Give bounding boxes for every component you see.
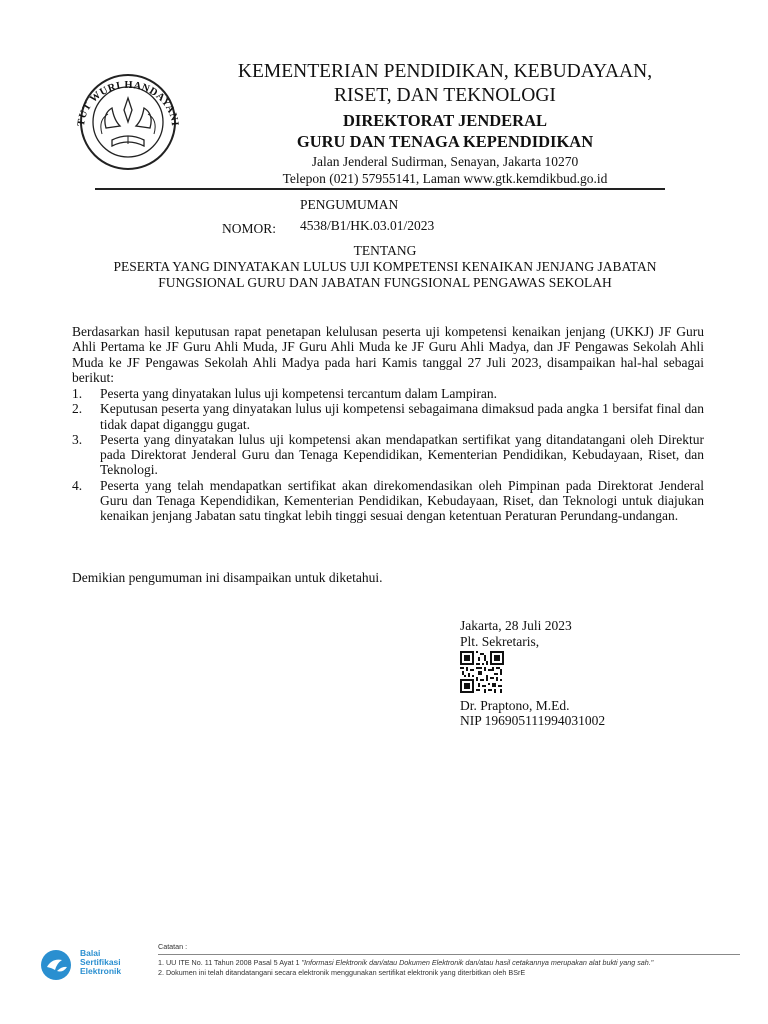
points-list [72, 386, 704, 524]
number-label: NOMOR: [222, 221, 277, 236]
letterhead-divider [95, 188, 665, 190]
footer-divider [158, 954, 740, 955]
list-item [72, 478, 704, 524]
subject-line1: PESERTA YANG DINYATAKAN LULUS UJI KOMPETENSI KENAIKAN JENJANG JABATAN [113, 259, 657, 274]
list-item [72, 401, 704, 432]
bsre-logo-icon [38, 948, 74, 982]
item-text: Peserta yang telah mendapatkan sertifikat akan direkomendasikan oleh Pimpinan pada Direktorat Jenderal Guru dan Tenaga Kependidikan, Kementerian Pendidikan, Kebudayaan, Riset, dan Teknologi untuk diajukan kenaikan jenjang Jabatan satu tingkat lebih tinggi sesuai dengan ketentuan Peraturan Perundang-undangan. [100, 477, 704, 524]
item-text: Peserta yang dinyatakan lulus uji kompetensi akan mendapatkan sertifikat yang ditandatangani oleh Direktur pada Direktorat Jenderal Guru dan Tenaga Kependidikan, Kementerian Pendidikan, Kebudayaan, Riset, dan Teknologi. [100, 431, 704, 478]
signer-position: Plt. Sekretaris, [460, 634, 540, 649]
directorate-line1: DIREKTORAT JENDERAL [342, 111, 547, 130]
place-date: Jakarta, 28 Juli 2023 [460, 618, 572, 633]
bsre-name-line3: Elektronik [80, 966, 122, 976]
bsre-name [80, 949, 121, 976]
item-number: 2. [72, 401, 83, 417]
item-text: Keputusan peserta yang dinyatakan lulus uji kompetensi sebagaimana dimaksud pada angka 1 bersifat final dan tidak dapat diganggu gugat. [100, 401, 704, 432]
item-number: 4. [72, 477, 83, 493]
notes-label: Catatan : [158, 942, 188, 951]
footer-note-1 [158, 958, 748, 968]
directorate-line2: GURU DAN TENAGA KEPENDIDIKAN [296, 132, 594, 151]
ministry-name-line2: RISET, DAN TEKNOLOGI [334, 85, 556, 106]
address: Jalan Jenderal Sudirman, Senayan, Jakarta 10270 [311, 154, 579, 169]
footer-note-2: 2. Dokumen ini telah ditandatangani secara elektronik menggunakan sertifikat elektronik yang diterbitkan oleh BSrE [158, 968, 526, 977]
intro-paragraph: Berdasarkan hasil keputusan rapat penetapan kelulusan peserta uji kompetensi kenaikan jenjang (UKKJ) JF Guru Ahli Pertama ke JF Guru Ahli Muda, JF Guru Ahli Muda ke JF Guru Ahli Madya, dan JF Pengawas Sekolah Ahli Muda ke JF Pengawas Sekolah Ahli Madya pada hari Kamis tanggal 27 Juli 2023, disampaikan hal-hal sebagai berikut: [72, 324, 704, 385]
list-item [72, 432, 704, 478]
list-item [72, 386, 704, 401]
bsre-name-line1: Balai [80, 948, 101, 958]
bsre-name-line2: Sertifikasi [80, 957, 121, 967]
signer-name: Dr. Praptono, M.Ed. [460, 698, 570, 713]
svg-text:TUT WURI HANDAYANI: TUT WURI HANDAYANI [75, 79, 181, 127]
item-number: 3. [72, 431, 83, 447]
item-text: Peserta yang dinyatakan lulus uji kompetensi tercantum dalam Lampiran. [100, 386, 498, 401]
subject-line2: FUNGSIONAL GURU DAN JABATAN FUNGSIONAL PENGAWAS SEKOLAH [158, 275, 612, 290]
item-number: 1. [72, 386, 83, 401]
announcement-heading: PENGUMUMAN [300, 197, 399, 212]
qr-code-icon [460, 651, 504, 693]
note1-prefix: 1. UU ITE No. 11 Tahun 2008 Pasal 5 Ayat 1 [158, 958, 302, 967]
contact: Telepon (021) 57955141, Laman www.gtk.kemdikbud.go.id [282, 171, 608, 186]
ministry-name-line1: KEMENTERIAN PENDIDIKAN, KEBUDAYAAN, [237, 61, 653, 82]
signer-nip: NIP 196905111994031002 [460, 713, 606, 728]
about-label: TENTANG [353, 243, 417, 258]
number-value: 4538/B1/HK.03.01/2023 [300, 218, 435, 233]
note1-quote: "Informasi Elektronik dan/atau Dokumen Elektronik dan/atau hasil cetakannya merupakan alat bukti yang sah." [301, 958, 654, 967]
closing-sentence: Demikian pengumuman ini disampaikan untuk diketahui. [72, 570, 383, 585]
